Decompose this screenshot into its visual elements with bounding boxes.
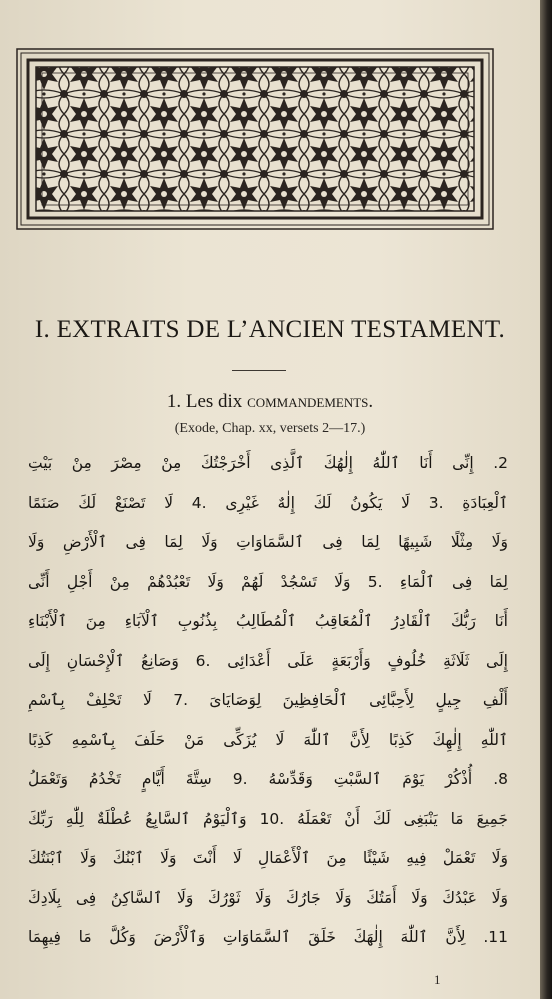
section-number: 1. [166,391,182,412]
arabic-line: وَلَا مِثْلًا شَبِيهًا لِمَا فِى ٱلسَّمَاوَاتِ وَلَا لِمَا فِى ٱلْأَرْضِ وَلَا [28,533,508,551]
arabic-line: 2. إِنِّى أَنَا ٱللّٰهُ إِلٰهُكَ ٱلَّذِى أَخْرَجْتُكَ مِنْ مِصْرَ مِنْ بَيْتِ [28,454,508,472]
arabic-line: جَمِيعَ مَا يَنْبَغِى لَكَ أَنْ تَعْمَلَهُ .10 وَٱلْيَوْمُ ٱلسَّابِعُ عُطْلَةٌ لِلّٰهِ رَبِّكَ [28,809,508,828]
arabic-line: لِمَا فِى ٱلْمَاءِ .5 وَلَا تَسْجُدْ لَهُمْ وَلَا تَعْبُدْهُمْ مِنْ أَجْلِ أَنِّى [28,572,508,591]
arabic-line: أَلْفِ جِيلٍ لِأَحِبَّائِى ٱلْحَافِظِينَ لِوَصَايَاىَ .7 لَا تَحْلِفْ بِٱسْمِ [28,691,508,709]
arabic-line: ٱلْعِبَادَةِ .3 لَا يَكُونُ لَكَ إِلٰهٌ غَيْرِى .4 لَا تَصْنَعْ لَكَ صَنَمًا [28,493,508,512]
page-number: 1 [434,972,441,987]
arabic-line: وَلَا عَبْدُكَ وَلَا أَمَتُكَ وَلَا جَارُكَ وَلَا ثَوْرُكَ وَلَا ٱلسَّاكِنُ فِى بِلَادِكَ [28,888,508,907]
section-title-cap: Les dix [185,391,243,412]
arabic-line: وَلَا تَعْمَلْ فِيهِ شَيْئًا مِنَ ٱلْأَعْمَالِ لَا أَنْتَ وَلَا ٱبْنُكَ وَلَا ٱبْنَتُكَ [28,849,508,867]
arabic-line: 11. لِأَنَّ ٱللّٰهَ إِلٰهَكَ خَلَقَ ٱلسَّمَاوَاتِ وَٱلْأَرْضَ وَكُلَّ مَا فِيهِمَا [28,928,508,946]
arabic-text-block [28,444,508,958]
arabic-line: 8. أُذْكُرْ يَوْمَ ٱلسَّبْتِ وَقَدِّسْهُ .9 سِتَّةَ أَيَّامٍ تَخْدُمُ وَتَعْمَلُ [28,770,508,788]
arabic-line: ٱللّٰهِ إِلٰهِكَ كَذِبًا لِأَنَّ ٱللّٰهَ لَا يُزَكِّى مَنْ حَلَفَ بِٱسْمِهِ كَذِبًا [28,730,508,749]
scripture-reference: (Exode, Chap. xx, versets 2—17.) [174,421,366,436]
arabic-line: أَنَا رَبُّكَ ٱلْقَادِرُ ٱلْمُعَاقِبُ ٱلْمُطَالِبُ بِذُنُوبِ ٱلْآبَاءِ مِنَ ٱلْأَبْنَاءِ [28,612,508,630]
arabic-line: إِلَى ثَلَاثَةِ خُلُوفٍ وَأَرْبَعَةٍ عَلَى أَعْدَائِى .6 وَصَانِعُ ٱلْإِحْسَانِ إِلَى [28,651,508,670]
book-page-edge [540,0,552,999]
section-title [0,391,540,413]
section-title-rest: commandements. [247,391,374,412]
chapter-heading: I. EXTRAITS DE L’ANCIEN TESTAMENT. [34,316,506,343]
arabesque-headpiece-ornament [16,48,494,230]
heading-divider [232,370,286,371]
